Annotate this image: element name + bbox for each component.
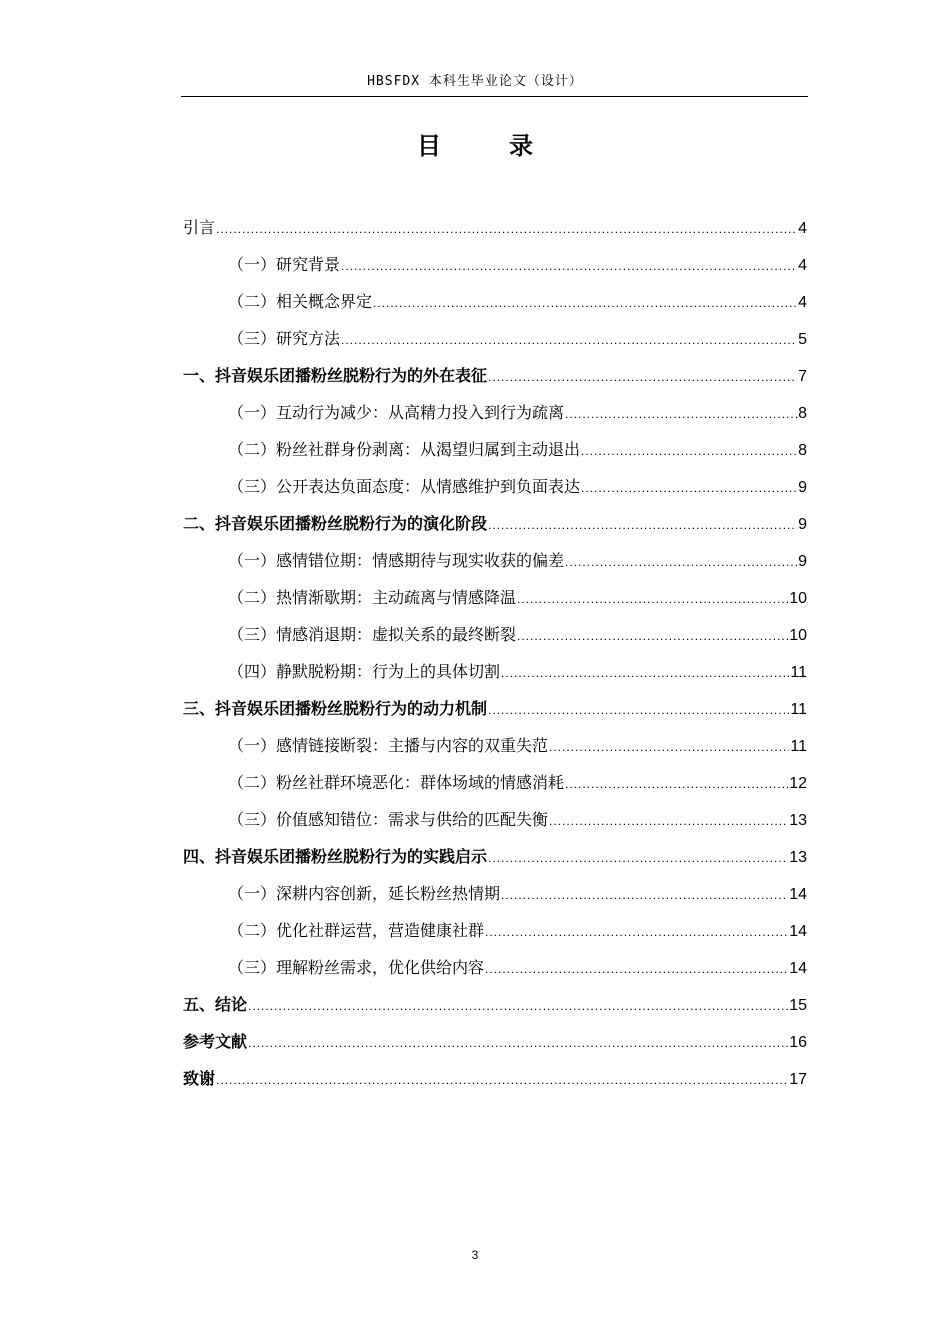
toc-dot-leader <box>549 806 788 837</box>
toc-dot-leader <box>565 547 797 578</box>
toc-entry-page: 5 <box>798 331 807 348</box>
toc-entry-text: （三）公开表达负面态度：从情感维护到负面表达 <box>228 477 581 496</box>
toc-entry-text: （三）研究方法 <box>228 329 341 348</box>
toc-entry-section[interactable] <box>183 434 807 471</box>
toc-entry-page: 16 <box>789 1034 807 1051</box>
toc-entry-section[interactable] <box>183 323 807 360</box>
toc-entry-section[interactable] <box>183 619 807 656</box>
header-rule <box>181 96 808 97</box>
toc-dot-leader <box>216 1065 788 1096</box>
toc-entry-section[interactable] <box>183 767 807 804</box>
toc-dot-leader <box>549 732 789 763</box>
toc-entry-text: （一）感情链接断裂：主播与内容的双重失范 <box>228 736 549 755</box>
toc-dot-leader <box>517 584 788 615</box>
toc-entry-page: 10 <box>789 627 807 644</box>
toc-entry-page: 11 <box>790 701 807 718</box>
toc-entry-section[interactable] <box>183 730 807 767</box>
toc-entry-text: （三）情感消退期：虚拟关系的最终断裂 <box>228 625 517 644</box>
toc-entry-section[interactable] <box>183 804 807 841</box>
toc-entry-text: （二）粉丝社群身份剥离：从渴望归属到主动退出 <box>228 440 581 459</box>
toc-entry-page: 14 <box>789 960 807 977</box>
toc-entry-text: （一）深耕内容创新，延长粉丝热情期 <box>228 884 501 903</box>
toc-entry-page: 4 <box>798 257 807 274</box>
toc-dot-leader <box>581 473 797 504</box>
toc-entry-page: 11 <box>790 738 807 755</box>
toc-entry-page: 13 <box>789 849 807 866</box>
toc-entry-chapter[interactable] <box>183 212 807 249</box>
toc-entry-page: 8 <box>798 405 807 422</box>
toc-entry-text: （一）感情错位期：情感期待与现实收获的偏差 <box>228 551 565 570</box>
toc-entry-page: 10 <box>789 590 807 607</box>
toc-entry-text: 一、抖音娱乐团播粉丝脱粉行为的外在表征 <box>183 366 488 385</box>
toc-entry-page: 17 <box>789 1071 807 1088</box>
toc-entry-text: （二）优化社群运营，营造健康社群 <box>228 921 485 940</box>
toc-entry-chapter[interactable] <box>183 841 807 878</box>
toc-dot-leader <box>488 362 797 393</box>
toc-entry-page: 15 <box>789 997 807 1014</box>
toc-entry-chapter[interactable] <box>183 1063 807 1100</box>
toc-entry-page: 4 <box>798 220 807 237</box>
toc-dot-leader <box>565 399 797 430</box>
toc-entry-chapter[interactable] <box>183 508 807 545</box>
toc-dot-leader <box>488 510 797 541</box>
toc-dot-leader <box>501 658 789 689</box>
toc-entry-text: （三）理解粉丝需求，优化供给内容 <box>228 958 485 977</box>
toc-entry-section[interactable] <box>183 656 807 693</box>
toc-entry-page: 14 <box>789 886 807 903</box>
toc-entry-page: 7 <box>798 368 807 385</box>
toc-entry-page: 9 <box>798 516 807 533</box>
toc-entry-page: 14 <box>789 923 807 940</box>
toc-dot-leader <box>485 954 788 985</box>
toc-entry-page: 8 <box>798 442 807 459</box>
toc-entry-section[interactable] <box>183 471 807 508</box>
toc-entry-text: （一）互动行为减少：从高精力投入到行为疏离 <box>228 403 565 422</box>
toc-entry-text: 五、结论 <box>183 995 248 1014</box>
toc-entry-text: （二）热情渐歇期：主动疏离与情感降温 <box>228 588 517 607</box>
running-header: HBSFDX 本科生毕业论文（设计） <box>367 74 583 89</box>
toc-entry-text: 三、抖音娱乐团播粉丝脱粉行为的动力机制 <box>183 699 488 718</box>
toc-entry-text: （三）价值感知错位：需求与供给的匹配失衡 <box>228 810 549 829</box>
toc-entry-text: （二）粉丝社群环境恶化：群体场域的情感消耗 <box>228 773 565 792</box>
toc-entry-page: 11 <box>790 664 807 681</box>
toc-dot-leader <box>248 991 788 1022</box>
toc-entry-chapter[interactable] <box>183 989 807 1026</box>
toc-entry-page: 4 <box>798 294 807 311</box>
toc-entry-text: 二、抖音娱乐团播粉丝脱粉行为的演化阶段 <box>183 514 488 533</box>
toc-entry-section[interactable] <box>183 249 807 286</box>
toc-dot-leader <box>565 769 788 800</box>
toc-entry-chapter[interactable] <box>183 360 807 397</box>
toc-dot-leader <box>373 288 797 319</box>
toc-dot-leader <box>248 1028 788 1059</box>
table-of-contents <box>183 212 807 1100</box>
toc-entry-text: （二）相关概念界定 <box>228 292 373 311</box>
toc-entry-text: 引言 <box>183 218 216 237</box>
toc-entry-text: 四、抖音娱乐团播粉丝脱粉行为的实践启示 <box>183 847 488 866</box>
toc-entry-chapter[interactable] <box>183 693 807 730</box>
toc-entry-page: 13 <box>789 812 807 829</box>
toc-entry-page: 12 <box>789 775 807 792</box>
toc-entry-text: 参考文献 <box>183 1032 248 1051</box>
toc-entry-section[interactable] <box>183 915 807 952</box>
toc-entry-text: （一）研究背景 <box>228 255 341 274</box>
toc-dot-leader <box>216 214 797 245</box>
toc-dot-leader <box>485 917 788 948</box>
toc-entry-section[interactable] <box>183 545 807 582</box>
toc-entry-section[interactable] <box>183 952 807 989</box>
toc-entry-page: 9 <box>798 479 807 496</box>
toc-entry-chapter[interactable] <box>183 1026 807 1063</box>
page-number: 3 <box>471 1248 479 1262</box>
toc-entry-text: （四）静默脱粉期：行为上的具体切割 <box>228 662 501 681</box>
toc-entry-text: 致谢 <box>183 1069 216 1088</box>
toc-dot-leader <box>488 695 789 726</box>
toc-dot-leader <box>488 843 788 874</box>
toc-entry-section[interactable] <box>183 878 807 915</box>
toc-title: 目 录 <box>417 132 555 160</box>
toc-entry-section[interactable] <box>183 286 807 323</box>
toc-entry-page: 9 <box>798 553 807 570</box>
toc-dot-leader <box>501 880 788 911</box>
toc-dot-leader <box>581 436 797 467</box>
toc-dot-leader <box>341 325 797 356</box>
toc-dot-leader <box>517 621 788 652</box>
toc-entry-section[interactable] <box>183 582 807 619</box>
toc-entry-section[interactable] <box>183 397 807 434</box>
toc-dot-leader <box>341 251 797 282</box>
